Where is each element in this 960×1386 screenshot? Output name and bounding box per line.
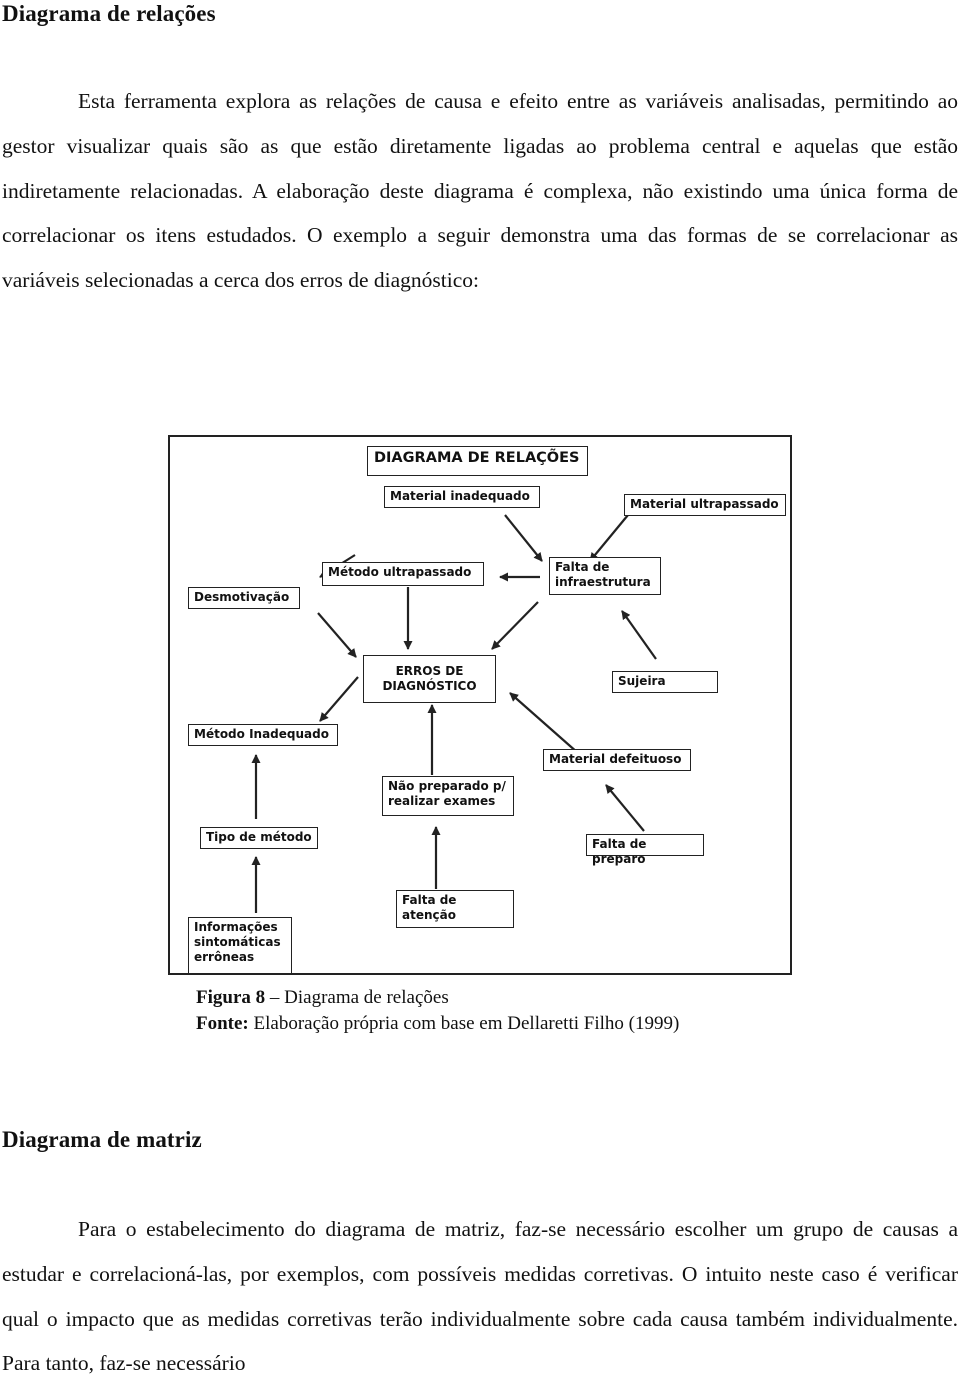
section-heading-diagrama-relacoes: Diagrama de relações	[2, 1, 216, 26]
node-nao-preparado: Não preparado p/ realizar exames	[382, 776, 514, 816]
caption-separator: –	[269, 987, 285, 1008]
node-sujeira: Sujeira	[612, 671, 718, 693]
node-material-inadequado: Material inadequado	[384, 486, 540, 508]
relations-diagram-figure	[168, 435, 792, 975]
node-falta-atencao: Falta de atenção	[396, 890, 514, 928]
arrow-infraestrutura-to-erros	[492, 602, 538, 649]
figure-caption	[196, 985, 449, 1011]
node-falta-infraestrutura: Falta de infraestrutura	[549, 557, 661, 595]
paragraph-diagrama-relacoes: Esta ferramenta explora as relações de causa e efeito entre as variáveis analisadas, permitindo ao gestor visualizar quais são as que estão diretamente ligadas ao problema central e aquelas que estão indiretamente relacionadas. A elaboração deste diagrama é complexa, não existindo uma única forma de correlacionar os itens estudados. O exemplo a seguir demonstra uma das formas de se correlacionar as variáveis selecionadas a cerca dos erros de diagnóstico:	[2, 89, 958, 293]
figure-source	[196, 1011, 679, 1037]
caption-text: Diagrama de relações	[284, 987, 449, 1008]
arrow-material-ultrapassado-to-infraestrutura	[590, 515, 628, 561]
node-informacoes-sintomaticas: Informações sintomáticas errôneas	[188, 917, 292, 973]
arrow-erros-to-metodo-inadequado	[320, 677, 358, 721]
node-material-defeituoso: Material defeituoso	[543, 749, 691, 771]
arrow-material-inadequado-to-infraestrutura	[505, 515, 542, 561]
arrow-desmotivacao-to-erros	[318, 613, 356, 657]
node-erros-diagnostico: ERROS DE DIAGNÓSTICO	[363, 655, 496, 703]
diagram-title: DIAGRAMA DE RELAÇÕES	[367, 446, 588, 476]
arrow-material-defeituoso-to-erros	[510, 693, 578, 753]
source-text: Elaboração própria com base em Dellaretti Filho (1999)	[253, 1013, 680, 1034]
node-tipo-metodo: Tipo de método	[200, 827, 318, 849]
node-metodo-ultrapassado: Método ultrapassado	[322, 562, 484, 586]
node-metodo-inadequado: Método Inadequado	[188, 724, 338, 746]
node-falta-preparo: Falta de preparo	[586, 834, 704, 856]
arrow-falta-preparo-to-material-defeituoso	[606, 785, 644, 831]
section-heading-diagrama-matriz: Diagrama de matriz	[2, 1127, 202, 1152]
caption-label: Figura 8	[196, 987, 266, 1008]
paragraph-diagrama-matriz: Para o estabelecimento do diagrama de matriz, faz-se necessário escolher um grupo de causas a estudar e correlacioná-las, por exemplos, com possíveis medidas corretivas. O intuito neste caso é verificar qual o impacto que as medidas corretivas terão individualmente sobre cada causa também individualmente. Para tanto, faz-se necessário	[2, 1217, 958, 1376]
source-label: Fonte:	[196, 1013, 249, 1034]
arrow-sujeira-to-infraestrutura	[622, 611, 656, 659]
node-material-ultrapassado: Material ultrapassado	[624, 494, 786, 516]
node-desmotivacao: Desmotivação	[188, 587, 300, 609]
